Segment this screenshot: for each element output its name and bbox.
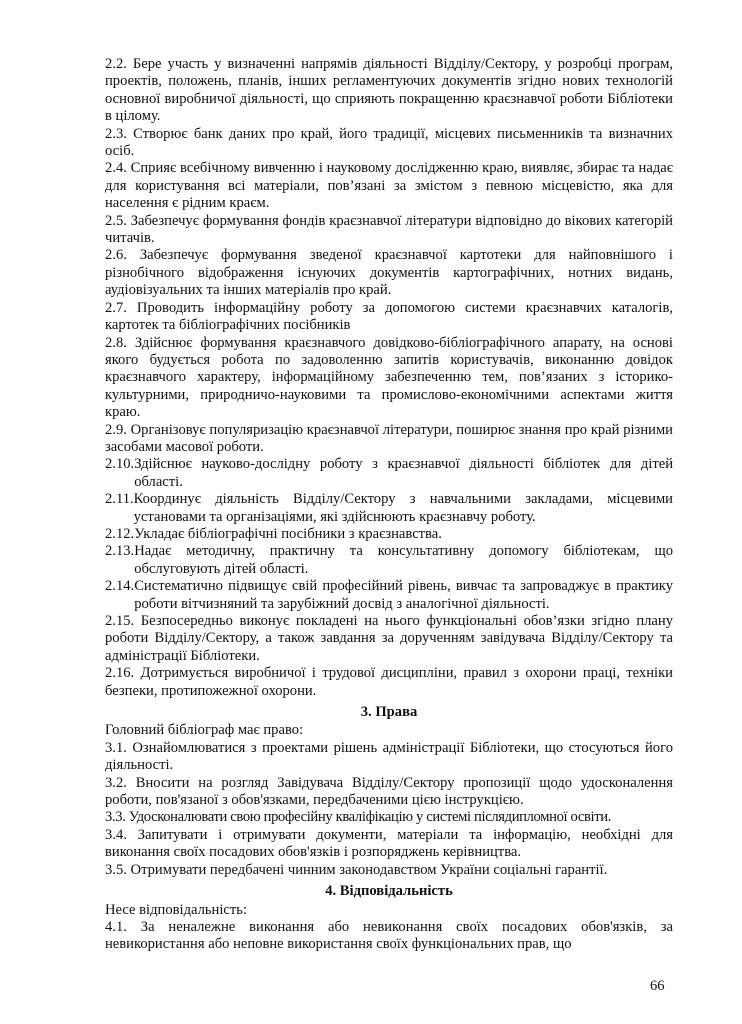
- list-item: 3.5. Отримувати передбачені чинним законодавством України соціальні гарантії.: [105, 861, 608, 878]
- item-text: Систематично підвищує свій професійний рівень, вивчає та запроваджує в практику роботи вітчизняний та зарубіжний досвід з аналогічної діяльності.: [134, 578, 673, 612]
- document-page: [105, 56, 673, 954]
- list-item: 2.6. Забезпечує формування зведеної краєзнавчої картотеки для найповнішого і різнобічного відображення існуючих документів картографічних, нотних видань, аудіовізуальних та інших матеріалів про край.: [105, 247, 673, 299]
- item-number: 2.10.: [105, 456, 135, 473]
- list-item: [105, 526, 673, 543]
- item-text: Надає методичну, практичну та консультативну допомогу бібліотекам, що обслуговують дітей області.: [134, 543, 673, 577]
- item-text: Укладає бібліографічні посібники з краєзнавства.: [134, 525, 442, 542]
- list-item: 2.16. Дотримується виробничої і трудової дисципліни, правил з охорони праці, техніки безпеки, протипожежної охорони.: [105, 665, 673, 699]
- duties-list-part-2: [105, 456, 673, 613]
- list-item: 2.8. Здійснює формування краєзнавчого довідково-бібліографічного апарату, на основі якого будується робота по задоволенню запитів користувачів, виконанню довідок краєзнавчого характеру, інформаційному забезпеченню тем, пов’язаних з історико-культурними, природничо-науковими та промислово-економічними аспектами життя краю.: [105, 334, 673, 421]
- list-item: 3.1. Ознайомлюватися з проектами рішень адміністрації Бібліотеки, що стосуються його діяльності.: [105, 739, 673, 774]
- page-number: 66: [650, 978, 665, 994]
- list-item: 2.4. Сприяє всебічному вивченню і науковому дослідженню краю, виявляє, збирає та надає для користування всі матеріали, пов’язані за змістом з певною місцевістю, яка для населення є рідним краєм.: [105, 160, 673, 212]
- list-item: 2.15. Безпосередньо виконує покладені на нього функціональні обов’язки згідно плану роботи Відділу/Сектору, а також завдання за дорученням завідувача Відділу/Сектору та адміністрації Бібліотеки.: [105, 613, 673, 664]
- list-item: 3.4. Запитувати і отримувати документи, матеріали та інформацію, необхідні для виконання своїх посадових обов'язків і розпоряджень керівництва.: [105, 826, 673, 861]
- item-number: 2.14.: [105, 578, 135, 595]
- list-item: 2.5. Забезпечує формування фондів краєзнавчої літератури відповідно до вікових категорій читачів.: [105, 212, 673, 247]
- section-4-intro: Несе відповідальність:: [105, 901, 247, 918]
- rights-list: [105, 740, 673, 879]
- item-number: 2.12.: [105, 525, 135, 542]
- section-3-heading: 3. Права: [360, 704, 418, 721]
- item-number: 2.11.: [105, 491, 134, 508]
- duties-list-part-3: [105, 613, 673, 700]
- list-item: 2.7. Проводить інформаційну роботу за допомогою системи краєзнавчих каталогів, картотек та бібліографічних посібників: [105, 299, 673, 334]
- list-item: [105, 456, 673, 491]
- section-4-heading: 4. Відповідальність: [325, 883, 453, 900]
- item-number: 2.13.: [105, 543, 135, 560]
- list-item: [105, 543, 673, 578]
- responsibility-list: [105, 919, 673, 954]
- item-text: Координує діяльність Відділу/Сектору з навчальними закладами, місцевими установами та організаціями, які здійснюють краєзнавчу роботу.: [133, 491, 673, 525]
- list-item: 2.2. Бере участь у визначенні напрямів діяльності Відділу/Сектору, у розробці програм, проектів, положень, планів, інших регламентуючих документів згідно нових технологій основної виробничої діяльності, що сприяють покращенню краєзнавчої роботи Бібліотеки в цілому.: [105, 56, 673, 125]
- list-item: 2.9. Організовує популяризацію краєзнавчої літератури, поширює знання про край різними засобами масової роботи.: [105, 421, 673, 455]
- list-item: 3.2. Вносити на розгляд Завідувача Відділу/Сектору пропозиції щодо удосконалення роботи, пов'язаної з обов'язками, передбаченими цією інструкцією.: [105, 774, 673, 809]
- list-item: 3.3. Удосконалювати свою професійну кваліфікацію у системі післядипломної освіти.: [105, 809, 611, 826]
- list-item: 4.1. За неналежне виконання або невиконання своїх посадових обов'язків, за невикористання або неповне використання своїх функціональних прав, що: [105, 918, 673, 953]
- list-item: 2.3. Створює банк даних про край, його традиції, місцевих письменників та визначних осіб.: [105, 125, 673, 160]
- section-3-intro: Головний бібліограф має право:: [105, 722, 304, 739]
- item-text: Здійснює науково-дослідну роботу з краєзнавчої діяльності бібліотек для дітей області.: [134, 456, 673, 490]
- duties-list-part-1: [105, 56, 673, 456]
- list-item: [105, 578, 673, 613]
- list-item: [105, 491, 673, 526]
